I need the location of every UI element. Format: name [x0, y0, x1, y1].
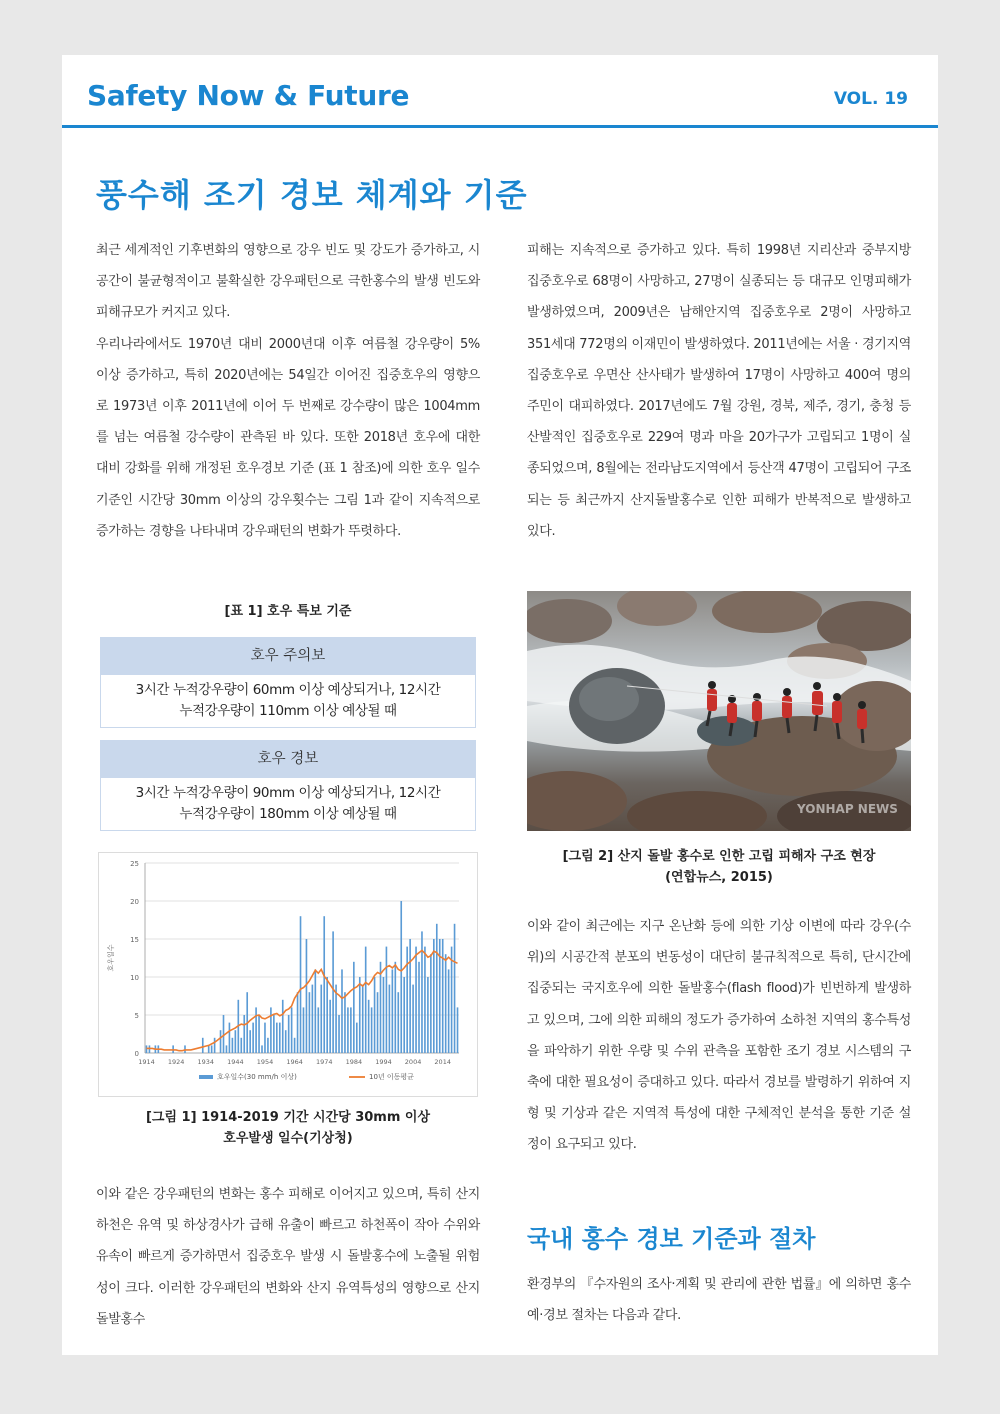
paragraph-damage-history: 피해는 지속적으로 증가하고 있다. 특히 1998년 지리산과 중부지방 집중호우로 68명이 사망하고, 27명이 실종되는 등 대규모 인명피해가 발생하였으며, 2009년은 남해안지역 집중호우로 2명이 사망하고 351세대 772명의 이재민이 발생하였다. 2011년에는 서울 · 경기지역 집중호우로 우면산 산사태가 발생하여 17명이 사망하고 400여 명의 주민이 대피하였다. 2017년에도 7월 강원, 경북, 제주, 경기, 충청 등 산발적인 집중호우로 229여 명과 마을 20가구가 고립되고 1명이 실종되었으며, 8월에는 전라남도지역에서 등산객 47명이 고립되어 구조되는 등 최근까지 산지돌발홍수로 인한 피해가 반복적으로 발생하고 있다. [527, 243, 911, 539]
legend-bar-swatch [199, 1075, 213, 1079]
bar [353, 962, 355, 1053]
table1-heavy-rain-advisory [100, 637, 476, 728]
bar [208, 1045, 210, 1053]
bar [406, 947, 408, 1053]
right-column-bottom [527, 1269, 911, 1331]
paragraph-flash-flood: 이와 같이 최근에는 지구 온난화 등에 의한 기상 이변에 따라 강우(수위)의 시공간적 분포의 변동성이 대단히 불규칙적으로 특히, 단시간에 집중되는 국지호우에 의한 돌발홍수(flash flood)가 빈번하게 발생하고 있으며, 그에 의한 피해의 정도가 증가하여 소하천 지역의 홍수특성을 파악하기 위한 우량 및 수위 관측을 포함한 조기 경보 시스템의 구축에 대한 필요성이 증대하고 있다. 따라서 경보를 발령하기 위하여 지형 및 기상과 같은 지역적 특성에 대한 구체적인 분석을 통한 기준 설정이 요구되고 있다. [527, 919, 911, 1153]
bar [261, 1045, 263, 1053]
table1-row2-head: 호우 경보 [100, 740, 476, 778]
x-tick-label: 1954 [256, 1058, 274, 1066]
bar [394, 962, 396, 1053]
y-tick-label: 10 [130, 974, 139, 982]
bar [445, 954, 447, 1053]
table1-row1-line1: 3시간 누적강우량이 60mm 이상 예상되거나, 12시간 [135, 682, 441, 698]
bar [368, 1000, 370, 1053]
x-tick-label: 1974 [315, 1058, 333, 1066]
article-title: 풍수해 조기 경보 체계와 기준 [96, 176, 528, 214]
table1-caption: [표 1] 호우 특보 기준 [224, 604, 352, 619]
bar [341, 969, 343, 1053]
bar [270, 1007, 272, 1053]
volume-number: VOL. 19 [833, 89, 908, 109]
bar [214, 1038, 216, 1053]
right-column-middle [527, 911, 911, 1161]
bar [285, 1030, 287, 1053]
bar [235, 1030, 237, 1053]
bar [288, 1015, 290, 1053]
y-tick-label: 0 [134, 1050, 139, 1058]
bar [252, 1023, 254, 1053]
bar [359, 977, 361, 1053]
x-tick-label: 1984 [345, 1058, 363, 1066]
table1-row2-line1: 3시간 누적강우량이 90mm 이상 예상되거나, 12시간 [135, 785, 441, 801]
bar [220, 1030, 222, 1053]
bar [294, 1038, 296, 1053]
y-tick-label: 25 [130, 860, 139, 868]
newsletter-title: Safety Now & Future [87, 79, 410, 112]
bar [433, 939, 435, 1053]
bar [202, 1038, 204, 1053]
table1-heavy-rain-warning [100, 740, 476, 831]
bar [232, 1038, 234, 1053]
bar [397, 992, 399, 1053]
bar [338, 1015, 340, 1053]
bar [226, 1045, 228, 1053]
bar [377, 992, 379, 1053]
bar [335, 985, 337, 1053]
document-page [62, 55, 938, 1355]
bar [315, 969, 317, 1053]
y-tick-label: 5 [134, 1012, 139, 1020]
right-column-top [527, 235, 911, 547]
x-tick-label: 1994 [375, 1058, 392, 1066]
bar [371, 1007, 373, 1053]
bar [347, 1007, 349, 1053]
bar [276, 1023, 278, 1053]
rescue-photo [527, 591, 911, 831]
bar [412, 985, 414, 1053]
bar [211, 1045, 213, 1053]
bar [415, 947, 417, 1053]
bar [442, 939, 444, 1053]
bar [409, 939, 411, 1053]
legend-line-label: 10년 이동평균 [369, 1073, 414, 1081]
bar [344, 992, 346, 1053]
bar [451, 947, 453, 1053]
bar [424, 947, 426, 1053]
bar [448, 969, 450, 1053]
bar [374, 977, 376, 1053]
bar [332, 931, 334, 1053]
figure1-caption [96, 1107, 480, 1149]
figure1-caption-line1: [그림 1] 1914-2019 기간 시간당 30mm 이상 [145, 1110, 431, 1125]
rainfall-days-chart-svg [99, 853, 477, 1096]
bar [249, 1030, 251, 1053]
y-tick-label: 20 [130, 898, 139, 906]
paragraph-warning-procedure: 환경부의 『수자원의 조사·계획 및 관리에 관한 법률』에 의하면 홍수 예·경보 절차는 다음과 같다. [527, 1277, 911, 1324]
bar [362, 985, 364, 1053]
left-column-top [96, 235, 480, 547]
bar [317, 1007, 319, 1053]
bar [267, 1038, 269, 1053]
bar [273, 1015, 275, 1053]
bar [320, 985, 322, 1053]
bar [282, 1000, 284, 1053]
bar [240, 1038, 242, 1053]
bar [279, 1023, 281, 1053]
rescue-scene-illustration [527, 591, 911, 831]
x-tick-label: 1934 [197, 1058, 214, 1066]
bar [264, 1023, 266, 1053]
bar [403, 977, 405, 1053]
bar [454, 924, 456, 1053]
figure2-caption-line2: (연합뉴스, 2015) [665, 870, 773, 885]
bar [380, 962, 382, 1053]
bar [356, 1023, 358, 1053]
bar [229, 1023, 231, 1053]
bar [291, 1007, 293, 1053]
bar [312, 985, 314, 1053]
figure2-caption [527, 846, 911, 888]
paragraph-mountain-stream: 이와 같은 강우패턴의 변화는 홍수 피해로 이어지고 있으며, 특히 산지하천은 유역 및 하상경사가 급해 유출이 빠르고 하천폭이 작아 수위와 유속이 빠르게 증가하면서 집중호우 발생 시 돌발홍수에 노출될 위험성이 크다. 이러한 강우패턴의 변화와 산지 유역특성의 영향으로 산지돌발홍수 [96, 1187, 480, 1327]
bar [323, 916, 325, 1053]
bar [427, 977, 429, 1053]
table1-row2-line2: 누적강우량이 180mm 이상 예상될 때 [179, 806, 397, 822]
y-tick-label: 15 [130, 936, 139, 944]
figure1-chart [98, 852, 478, 1097]
table1-row1-body [100, 675, 476, 728]
paragraph-korea-rainfall: 우리나라에서도 1970년 대비 2000년대 이후 여름철 강우량이 5% 이상 증가하고, 특히 2020년에는 54일간 이어진 집중호우의 영향으로 1973년 이후 2011년에 이어 두 번째로 강수량이 많은 1004mm를 넘는 여름철 강수량이 관측된 바 있다. 또한 2018년 호우에 대한 대비 강화를 위해 개정된 호우경보 기준 (표 1 참조)에 의한 호우 일수 기준인 시간당 30mm 이상의 강우횟수는 그림 1과 같이 지속적으로 증가하는 경향을 나타내며 강우패턴의 변화가 뚜렷하다. [96, 336, 480, 539]
photo-watermark: YONHAP NEWS [797, 802, 898, 816]
x-tick-label: 2004 [404, 1058, 422, 1066]
x-tick-label: 1944 [227, 1058, 244, 1066]
bar [350, 1007, 352, 1053]
table1-row2-body [100, 778, 476, 831]
legend-bar-label: 호우일수(30 mm/h 이상) [217, 1073, 297, 1081]
bar [297, 992, 299, 1053]
bar [329, 1000, 331, 1053]
bar [392, 969, 394, 1053]
table1-row1-line2: 누적강우량이 110mm 이상 예상될 때 [179, 703, 397, 719]
bar [306, 939, 308, 1053]
header-divider [62, 125, 938, 128]
paragraph-intro: 최근 세계적인 기후변화의 영향으로 강우 빈도 및 강도가 증가하고, 시공간이 불균형적이고 불확실한 강우패턴으로 극한홍수의 발생 빈도와 피해규모가 커지고 있다. [96, 243, 480, 321]
bar [365, 947, 367, 1053]
bar [258, 1015, 260, 1053]
x-tick-label: 2014 [434, 1058, 451, 1066]
bar [386, 947, 388, 1053]
x-tick-label: 1914 [138, 1058, 155, 1066]
bar [309, 992, 311, 1053]
bar [223, 1015, 225, 1053]
y-axis-label: 호우일수 [107, 944, 115, 972]
bar [255, 1007, 257, 1053]
x-tick-label: 1964 [286, 1058, 303, 1066]
bar [400, 901, 402, 1053]
bar [383, 977, 385, 1053]
bar [457, 1007, 459, 1053]
bar [243, 1015, 245, 1053]
bar [436, 924, 438, 1053]
figure1-caption-line2: 호우발생 일수(기상청) [223, 1131, 353, 1146]
bar [326, 977, 328, 1053]
table1-row1-head: 호우 주의보 [100, 637, 476, 675]
figure2-caption-line1: [그림 2] 산지 돌발 홍수로 인한 고립 피해자 구조 현장 [562, 849, 876, 864]
left-column-bottom [96, 1179, 480, 1335]
section2-title: 국내 홍수 경보 기준과 절차 [527, 1225, 816, 1253]
x-tick-label: 1924 [167, 1058, 185, 1066]
bar [418, 962, 420, 1053]
bar [430, 954, 432, 1053]
bar [389, 985, 391, 1053]
bar [303, 1007, 305, 1053]
bar [300, 916, 302, 1053]
